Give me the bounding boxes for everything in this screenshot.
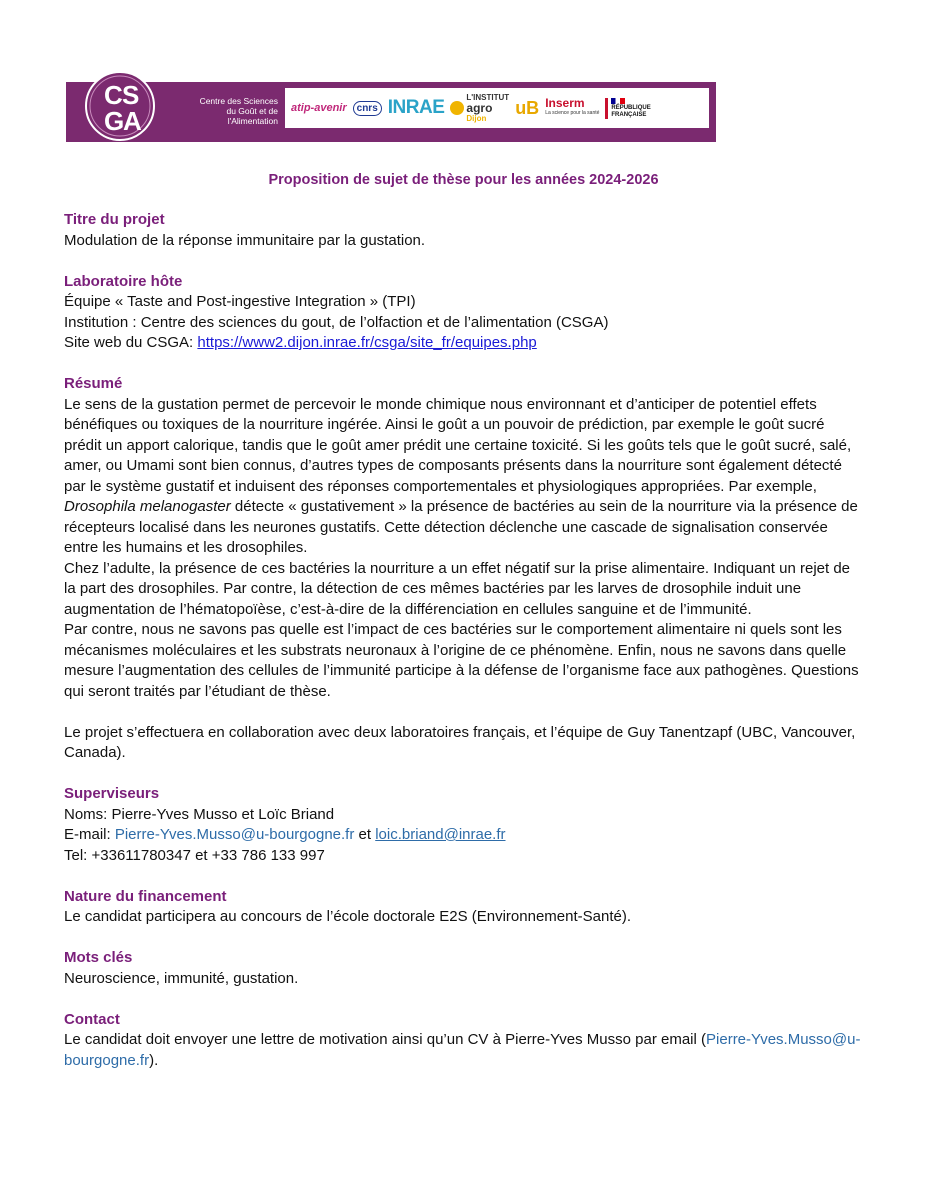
species-name: Drosophila melanogaster [64, 498, 231, 515]
email-briand-link[interactable]: loic.briand@inrae.fr [375, 826, 506, 843]
svg-text:G: G [104, 106, 125, 136]
rf-line2: FRANÇAISE [611, 111, 647, 118]
logo-caption-line: l'Alimentation [227, 116, 278, 126]
logo-caption-line: du Goût et de [226, 106, 278, 116]
document-body [64, 210, 864, 1071]
contact-suffix: ). [149, 1051, 159, 1069]
summary-text: Le sens de la gustation permet de percevoir le monde chimique nous environnant et d’anticiper de potentiel effets bénéfiques ou toxiques de la nourriture ingérée. Ainsi le goût a un pouvoir de prédiction, par exemple le goût sucré prédit un apport calorique, tandis que le goût amer prédit une certaine toxicité. Si les goûts tels que le goût sucré, salé, amer, ou Umami sont bien connus, d’autres types de composants présents dans la nourriture sont également détecté par le système gustatif et induisent des réponses comportementales et physiologiques appropriées. Par exemple, [64, 395, 852, 495]
project-title: Modulation de la réponse immunitaire par la gustation. [64, 231, 426, 249]
section-contact [64, 1010, 864, 1072]
inserm-text: Inserm [545, 96, 585, 110]
contact-prefix: Le candidat doit envoyer une lettre de motivation ainsi qu’un CV à Pierre-Yves Musso par email ( [64, 1031, 707, 1048]
section-funding [64, 887, 864, 928]
supervisor-phones: Tel: +33611780347 et +33 786 133 997 [64, 846, 325, 864]
section-heading: Titre du projet [64, 211, 165, 228]
website-link[interactable]: https://www2.dijon.inrae.fr/csga/site_fr/equipes.php [197, 334, 537, 351]
agro-sub-text: Dijon [466, 114, 487, 123]
svg-text:C: C [104, 80, 123, 110]
atip-avenir-logo: atip-avenir [291, 102, 347, 114]
email-label: E-mail: [64, 826, 115, 843]
svg-text:S: S [122, 80, 140, 110]
rf-line1: RÉPUBLIQUE [611, 104, 651, 111]
french-flag-icon [611, 98, 625, 104]
lab-institution: Institution : Centre des sciences du gout, de l’olfaction et de l’alimentation (CSGA) [64, 313, 609, 331]
agro-mid-text: agro [466, 101, 493, 115]
section-heading: Nature du financement [64, 887, 227, 905]
logo-caption-line: Centre des Sciences [199, 96, 278, 106]
summary-paragraph: Par contre, nous ne savons pas quelle est l’impact de ces bactéries sur le comportement alimentaire ni quels sont les mécanismes moléculaires et les substrats neuronaux à l’origine de ce phénomène. Enfin, nous ne savons dans quelle mesure l’augmentation des cellules de l’immunité participe à la défense de l’organisme face aux pathogènes. Questions qui seront traités par l’étudiant de thèse. [64, 621, 859, 700]
section-heading: Mots clés [64, 949, 133, 966]
section-heading: Contact [64, 1010, 120, 1028]
inrae-logo: INRAE [387, 97, 445, 118]
section-lab [64, 272, 864, 354]
partner-logos [285, 88, 709, 128]
cnrs-logo: cnrs [353, 101, 382, 116]
csga-logo [84, 70, 156, 142]
funding-text: Le candidat participera au concours de l’école doctorale E2S (Environnement-Santé). [64, 908, 631, 925]
lab-team: Équipe « Taste and Post-ingestive Integration » (TPI) [64, 293, 416, 310]
section-project [64, 210, 864, 251]
section-heading: Résumé [64, 375, 123, 392]
inserm-logo [545, 98, 599, 118]
logo-caption [168, 96, 278, 126]
website-label: Site web du CSGA: [64, 334, 198, 351]
inserm-tagline: La science pour la santé [545, 110, 600, 116]
section-heading: Laboratoire hôte [64, 272, 183, 290]
section-summary [64, 374, 864, 764]
section-keywords [64, 948, 864, 989]
contact-email[interactable]: Pierre-Yves.Musso@u-bourgogne.fr [64, 1031, 861, 1069]
summary-paragraph [64, 395, 864, 559]
email-separator: et [354, 826, 376, 843]
contact-text [64, 1030, 864, 1071]
supervisor-emails [64, 825, 864, 846]
ub-logo: uB [515, 97, 540, 118]
summary-paragraph: Chez l’adulte, la présence de ces bactéries la nourriture a un effet négatif sur la prise alimentaire. Indiquant un rejet de la part des drosophiles. Par contre, la détection de ces mêmes bactéries par les larves de drosophile induit une augmentation de l’hématopoïèse, c’est-à-dire de la différenciation en cellules sanguine et de l’immunité. [64, 559, 851, 618]
institut-agro-logo [450, 93, 509, 123]
summary-text: détecte « gustativement » la présence de bactéries au sein de la nourriture via la présence de récepteurs localisé dans les neurones gustatifs. Cette détection déclenche une cascade de signalisation conservée entre les humains et les drosophiles. [64, 498, 858, 556]
header-banner [66, 70, 716, 142]
section-heading: Superviseurs [64, 785, 160, 802]
lab-website [64, 333, 864, 354]
agro-dot-icon [450, 101, 464, 115]
document-title: Proposition de sujet de thèse pour les années 2024-2026 [268, 172, 659, 188]
email-musso[interactable]: Pierre-Yves.Musso@u-bourgogne.fr [114, 826, 355, 843]
svg-text:A: A [123, 106, 142, 136]
supervisor-names: Noms: Pierre-Yves Musso et Loïc Briand [64, 805, 335, 823]
keywords-text: Neuroscience, immunité, gustation. [64, 969, 299, 987]
agro-top-text: L'INSTITUT [466, 93, 510, 102]
section-supervisors [64, 784, 864, 866]
republique-francaise-logo [605, 98, 650, 119]
summary-paragraph: Le projet s’effectuera en collaboration avec deux laboratoires français, et l’équipe de Guy Tanentzapf (UBC, Vancouver, Canada). [64, 723, 856, 761]
